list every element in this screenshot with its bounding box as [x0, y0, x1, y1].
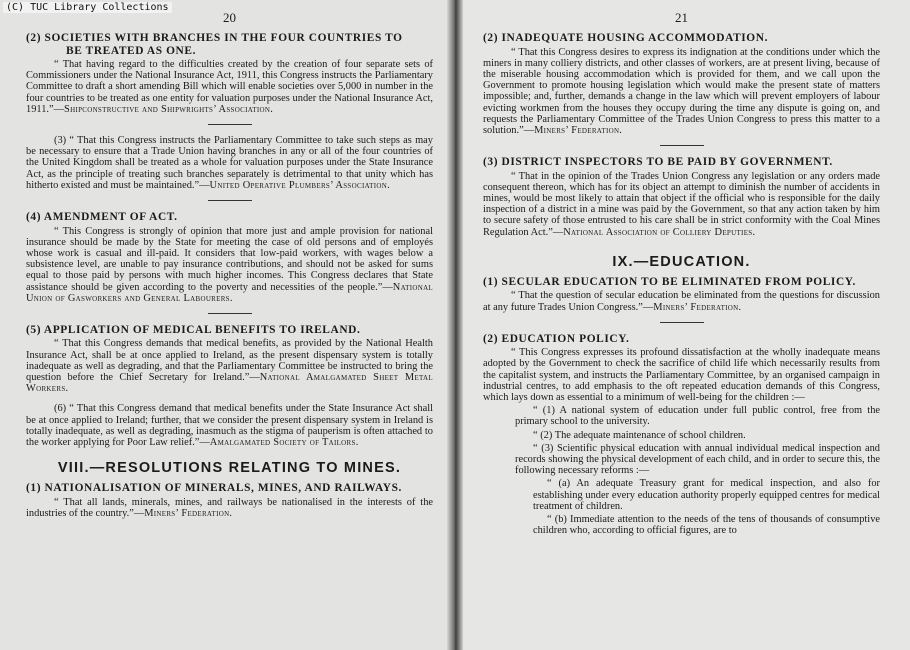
resolution-paragraph — [26, 59, 433, 115]
divider — [660, 145, 704, 146]
list-item: “ (2) The adequate maintenance of school children. — [533, 429, 746, 441]
section-heading: (5) APPLICATION OF MEDICAL BENEFITS TO IRELAND. — [26, 323, 361, 336]
list-item: “ (1) A national system of education under full public control, free from the primary school to the university. — [515, 405, 880, 428]
resolution-paragraph: “ This Congress expresses its profound dissatisfaction at the wholly inadequate means adopted by the Government to check the sacrifice of child life which necessarily results from the capitalist system, and instructs the Parliamentary Committee, by an organised campaign in industrial centres, to add emphasis to the oft repeated education demands of this Congress, which lays down as essential to a minimum of well-being for the children :— — [483, 347, 880, 404]
chapter-heading: VIII.—RESOLUTIONS RELATING TO MINES. — [57, 460, 402, 477]
resolution-paragraph — [26, 226, 433, 304]
resolution-text: “ That in the opinion of the Trades Union Congress any legislation or any orders made consequent thereon, which has for its object an attempt to diminish the number of accidents in mines, would be most likely to attain that object if the official who is responsible for the daily inspection of a district in a mine was paid by the Government, so that any action taken by him to secure safety of those entrusted to his care shall be in strict conformity with the Coal Mines Regulation Act.”— — [483, 170, 880, 238]
heading-line: BE TREATED AS ONE. — [66, 44, 197, 57]
resolution-text: (6) “ That this Congress demand that medical benefits under the State Insurance Act shall be at once applied to Ireland; further, that we consider the present dispensary system in Ireland is totally inadequate, as well as degrading, inasmuch as the stigma of pauperism is often attached to the worker applying for Poor Law relief.”— — [26, 403, 433, 449]
book-gutter — [447, 0, 463, 650]
signatory: United Operative Plumbers’ Association. — [209, 179, 390, 191]
section-heading: (4) AMENDMENT OF ACT. — [26, 211, 178, 224]
resolution-text: “ That having regard to the difficulties created by the creation of four separate sets of Commissioners under the National Insurance Act, 1911, this Congress instructs the Parliamentary Committee to draft a short amending Bill which will enable societies over 5,000 in number in the four countries to be treated as one entity for valuation purposes under the National Insurance Act, 1911.”— — [26, 59, 433, 115]
resolution-paragraph — [483, 290, 880, 312]
watermark-label: (C) TUC Library Collections — [3, 2, 172, 13]
resolution-text: “ That this Congress desires to express its indignation at the conditions under which the miners in many colliery districts, and other classes of workers, are at present living, because of the miserable housing accommodation which is provided for them, and we call upon the Government to promote housing legislation which would make the present state of matters impossible; and, further, demands a change in the law which will prevent employers of labour evicting workmen from the houses they occupy during the time any dispute is going on, and requests the Parliamentary Committee of the Trades Union Congress to press this matter to a solution.”— — [483, 46, 880, 136]
list-item: “ (3) Scientific physical education with annual individual medical inspection and records showing the physical development of each child, and in order to secure this, the following necessary reforms :— — [515, 442, 880, 477]
resolution-paragraph — [26, 338, 433, 394]
signatory: National Association of Colliery Deputies. — [563, 226, 756, 238]
section-heading: (2) INADEQUATE HOUSING ACCOMMODATION. — [483, 32, 769, 44]
left-page — [0, 0, 453, 650]
resolution-text: “ That the question of secular education be eliminated from the questions for discussion at any future Trades Union Congress.”— — [483, 290, 880, 313]
divider — [208, 313, 252, 314]
section-heading — [26, 32, 433, 57]
resolution-paragraph — [26, 497, 433, 519]
resolution-text: “ This Congress is strongly of opinion that more just and ample provision for national insurance should be made by the State for meeting the case of old persons and of employés whose work is casual and ill-paid. It considers that low-paid workers, with wages below a subsistence level, are unable to pay insurance contributions, and should not be asked for sums equal to those paid by persons with much higher incomes. This Congress declares that State assistance should be given according to the poverty and necessities of the people.”— — [26, 225, 433, 293]
resolution-paragraph — [483, 47, 880, 137]
list-item: “ (b) Immediate attention to the needs of the tens of thousands of consumptive children who, according to official figures, are to — [533, 514, 880, 537]
resolution-paragraph — [26, 135, 433, 191]
signatory: Miners’ Federation. — [653, 301, 742, 313]
section-heading: (1) SECULAR EDUCATION TO BE ELIMINATED FROM POLICY. — [483, 275, 856, 288]
section-heading: (3) DISTRICT INSPECTORS TO BE PAID BY GOVERNMENT. — [483, 156, 833, 169]
right-page — [457, 0, 910, 650]
heading-line: (2) SOCIETIES WITH BRANCHES IN THE FOUR COUNTRIES TO — [26, 32, 403, 44]
signatory: Amalgamated Society of Tailors. — [209, 437, 359, 449]
divider — [208, 200, 252, 201]
page-number-left: 20 — [223, 10, 236, 25]
section-heading: (2) EDUCATION POLICY. — [483, 332, 630, 345]
divider — [660, 322, 704, 323]
divider — [208, 124, 252, 125]
signatory: Miners’ Federation. — [534, 124, 623, 136]
signatory: National Amalgamated Sheet Metal Workers. — [26, 372, 433, 395]
resolution-paragraph — [26, 403, 433, 448]
resolution-text: “ That this Congress demands that medical benefits, as provided by the National Health Insurance Act, shall be at once applied to Ireland, as the present dispensary system is totally inadequate as well as degrading, and that the Parliamentary Committee be instructed to bring the question before the Chief Secretary for Ireland.”— — [26, 338, 433, 384]
resolution-paragraph — [483, 171, 880, 238]
signatory: Shipconstructive and Shipwrights’ Association. — [64, 103, 274, 115]
list-item: “ (a) An adequate Treasury grant for medical inspection, and also for establishing under every education authority properly equipped centres for medical treatment of children. — [533, 478, 880, 512]
signatory: Miners’ Federation. — [144, 507, 233, 519]
page-number-right: 21 — [675, 10, 688, 25]
resolution-text: (3) “ That this Congress instructs the Parliamentary Committee to take such steps as may be necessary to ensure that a Trade Union having branches in any or all of the four countries of the United Kingdom shall be treated as a whole for valuation purposes under the State Insurance Act, as the principle of treating such branches separately is detrimental to that unity which has hitherto existed and must be maintained.”— — [26, 135, 433, 191]
chapter-heading: IX.—EDUCATION. — [612, 253, 751, 270]
signatory: National Union of Gasworkers and General Labourers. — [26, 281, 433, 304]
resolution-text: “ That all lands, minerals, mines, and railways be nationalised in the interests of the industries of the country.”— — [26, 496, 433, 519]
section-heading: (1) NATIONALISATION OF MINERALS, MINES, AND RAILWAYS. — [26, 482, 402, 495]
